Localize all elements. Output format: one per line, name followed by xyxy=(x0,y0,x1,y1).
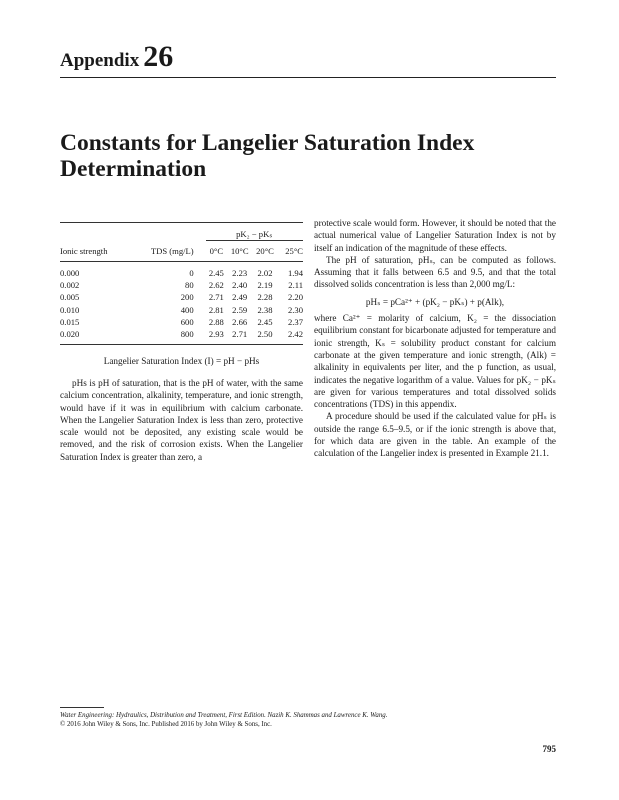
appendix-number: 26 xyxy=(143,40,174,73)
footnote xyxy=(60,711,556,729)
body-paragraph: The pH of saturation, pHₛ, can be computed as follows. Assuming that it falls between 6.5 and 9.5, and that the total dissolved solids concentration is less than 2,000 mg/L: xyxy=(314,254,556,290)
footnote-divider xyxy=(60,707,104,708)
table-cell: 2.71 xyxy=(232,329,248,340)
body-paragraph: pHs is pH of saturation, that is the pH of water, with the same calcium concentration, alkalinity, temperature, and ionic strength, would have if it was in equilibrium with calcium carbonate. When the Langelier Saturation Index is less than zero, protective scale would not be deposited, any existing scale would be removed, and the risk of corrosion exists. When the Langelier Saturation Index is greater than zero, a xyxy=(60,378,303,462)
column-header: 10°C xyxy=(230,246,249,256)
table-cell: 2.02 xyxy=(257,268,273,279)
table-row xyxy=(60,291,303,303)
table-cell: 2.45 xyxy=(257,316,273,327)
table-cell: 2.11 xyxy=(288,280,303,291)
page-title: Constants for Langelier Saturation Index Determination xyxy=(60,130,475,182)
footnote-copyright: © 2016 John Wiley & Sons, Inc. Published 2016 by John Wiley & Sons, Inc. xyxy=(60,721,272,728)
table-row xyxy=(60,279,303,291)
page-number: 795 xyxy=(542,744,556,754)
table-cell: 2.38 xyxy=(257,304,273,315)
table-cell: 2.49 xyxy=(232,292,248,303)
table-cell: 2.93 xyxy=(208,329,224,340)
table-cell: 2.62 xyxy=(208,280,224,291)
table-row xyxy=(60,316,303,328)
table-cell: 0.020 xyxy=(60,329,80,340)
table-cell: 0.015 xyxy=(60,316,80,327)
column-header: 25°C xyxy=(285,246,303,256)
table-cell: 2.28 xyxy=(257,292,273,303)
table-cell: 2.23 xyxy=(232,268,248,279)
table-cell: 0.002 xyxy=(60,280,80,291)
table-row xyxy=(60,304,303,316)
table-cell: 2.50 xyxy=(257,329,273,340)
heading-divider xyxy=(60,77,556,78)
constants-table-container xyxy=(60,222,303,345)
column-header: TDS (mg/L) xyxy=(150,245,194,256)
body-paragraph: where Ca²⁺ = molarity of calcium, K₂ = the dissociation equilibrium constant for bicarbonate adjusted for temperature and ionic strength, Kₛ = solubility product constant for calcium carbonate at the given temperature and ionic strength, (Alk) = alkalinity in equivalents per liter, and the p function, as usual, indicates the negative logarithm of a value. Values for pK₂ − pKₛ are given for various temperatures and total dissolved solids concentrations (TDS) in this appendix. xyxy=(314,313,556,410)
table-header-row xyxy=(60,241,303,262)
table-cell: 2.59 xyxy=(232,304,248,315)
table-cell: 0 xyxy=(189,268,194,279)
body-paragraph: protective scale would form. However, it should be noted that the actual numerical value of Langelier Saturation Index is not by itself an indication of the magnitude of these effects. xyxy=(314,218,556,253)
table-cell: 2.71 xyxy=(208,292,224,303)
right-column xyxy=(314,217,556,460)
body-paragraph: A procedure should be used if the calculated value for pHₛ is outside the range 6.5–9.5, or if the ionic strength is above that, for which data are given in the table. An example of the calculation of the Langelier index is presented in Example 21.1. xyxy=(314,411,556,459)
table-cell: 200 xyxy=(180,292,194,303)
table-cell: 2.42 xyxy=(287,329,303,340)
table-row xyxy=(60,262,303,280)
table-cell: 400 xyxy=(180,304,194,315)
table-cell: 0.010 xyxy=(60,304,80,315)
table-cell: 2.19 xyxy=(257,280,273,291)
table-cell: 2.20 xyxy=(287,292,303,303)
footnote-citation: Water Engineering: Hydraulics, Distribution and Treatment, First Edition. Nazih K. Shammas and Lawrence K. Wang. xyxy=(60,712,388,719)
phs-formula: pHₛ = pCa²⁺ + (pK₂ − pKₛ) + p(Alk), xyxy=(365,296,505,307)
table-cell: 2.40 xyxy=(232,280,248,291)
table-cell: 2.88 xyxy=(208,316,224,327)
table-cell: 2.45 xyxy=(208,268,224,279)
column-header: 0°C xyxy=(209,246,224,256)
table-row xyxy=(60,328,303,345)
table-cell: 2.37 xyxy=(287,316,303,327)
constants-table xyxy=(60,222,303,345)
table-cell: 0.005 xyxy=(60,292,80,303)
table-cell: 800 xyxy=(180,329,194,340)
table-cell: 1.94 xyxy=(287,268,303,279)
table-cell: 2.30 xyxy=(287,304,303,315)
table-cell: 0.000 xyxy=(60,268,80,279)
column-header: 20°C xyxy=(256,246,274,256)
column-header: Ionic strength xyxy=(60,245,108,256)
appendix-word: Appendix xyxy=(60,50,140,71)
table-group-header: pK₂ − pKₛ xyxy=(206,223,303,241)
table-cell: 2.66 xyxy=(232,316,248,327)
lsi-formula: Langelier Saturation Index (I) = pH − pHs xyxy=(103,356,260,366)
table-cell: 80 xyxy=(185,280,194,291)
table-cell: 600 xyxy=(180,316,194,327)
appendix-heading xyxy=(60,40,173,74)
table-cell: 2.81 xyxy=(208,304,224,315)
